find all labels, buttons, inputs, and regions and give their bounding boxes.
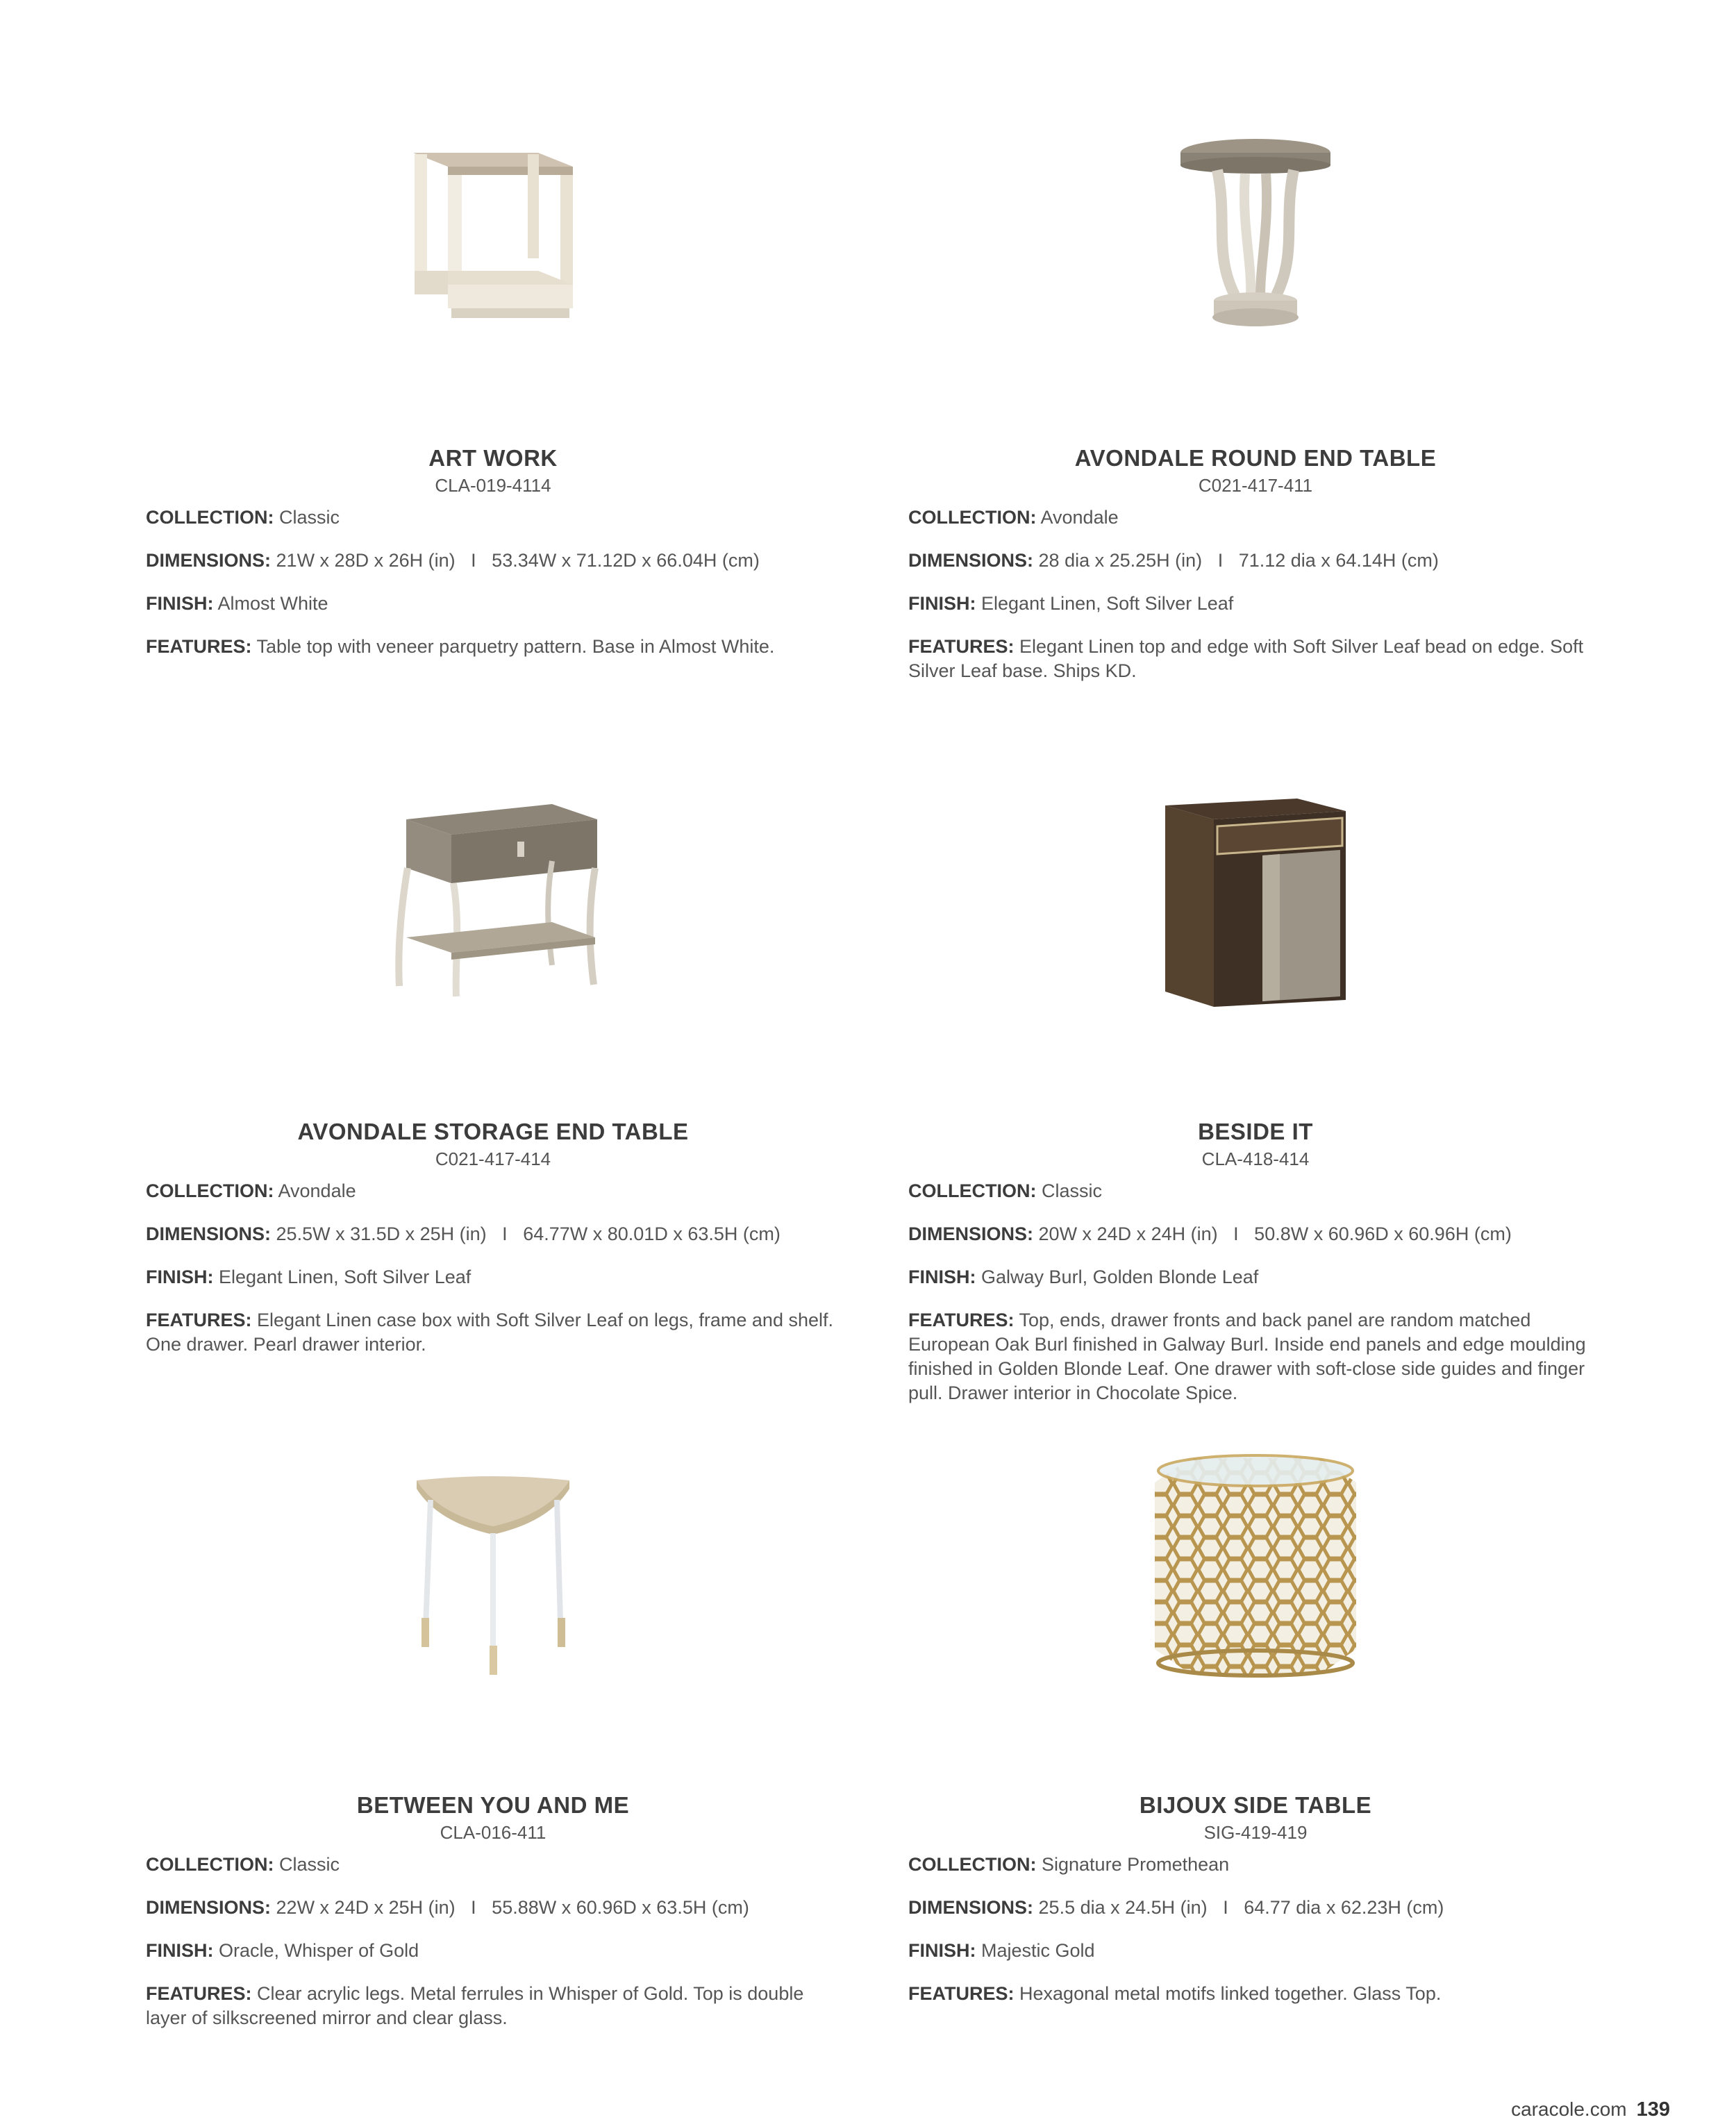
- finish-value: Oracle, Whisper of Gold: [219, 1940, 419, 1961]
- product-name: AVONDALE STORAGE END TABLE: [297, 1119, 689, 1144]
- product-sku: C021-417-411: [1198, 475, 1313, 496]
- dimensions-inches: 20W x 24D x 24H (in): [1038, 1223, 1218, 1244]
- dimensions-separator: I: [1217, 550, 1224, 571]
- dimensions-label: DIMENSIONS:: [908, 550, 1034, 571]
- features-label: FEATURES:: [146, 636, 252, 657]
- finish-row: [908, 1939, 1603, 1963]
- features-value: Elegant Linen case box with Soft Silver Leaf on legs, frame and shelf. One drawer. Pearl drawer interior.: [146, 1310, 834, 1355]
- product-avondale-round-end-table: [908, 97, 1603, 683]
- features-label: FEATURES:: [146, 1983, 252, 2004]
- features-value: Top, ends, drawer fronts and back panel are random matched European Oak Burl finished in Galway Burl. Inside end panels and edge moulding finished in Golden Blonde Leaf. One drawer with soft-close side guides and finger pull. Drawer interior in Chocolate Spice.: [908, 1310, 1586, 1403]
- product-between-you-and-me: [146, 1444, 840, 2030]
- product-name: ART WORK: [428, 445, 558, 471]
- dimensions-row: [908, 1896, 1603, 1920]
- dimensions-cm: 71.12 dia x 64.14H (cm): [1238, 550, 1439, 571]
- finish-row: [146, 1939, 840, 1963]
- features-label: FEATURES:: [908, 1310, 1015, 1330]
- product-photo: [146, 771, 840, 1007]
- collection-label: COLLECTION:: [908, 1180, 1037, 1201]
- features-value: Elegant Linen top and edge with Soft Silver Leaf bead on edge. Soft Silver Leaf base. Ships KD.: [908, 636, 1584, 681]
- finish-label: FINISH:: [908, 1267, 976, 1287]
- dimensions-row: [908, 549, 1603, 573]
- finish-label: FINISH:: [146, 593, 214, 614]
- collection-row: [908, 1853, 1603, 1877]
- dimensions-cm: 64.77 dia x 62.23H (cm): [1244, 1897, 1444, 1918]
- bijoux-side-table-image: [1148, 1451, 1363, 1680]
- collection-value: Classic: [1042, 1180, 1103, 1201]
- product-sku: SIG-419-419: [1203, 1822, 1308, 1843]
- product-beside-it: [908, 771, 1603, 1405]
- dimensions-cm: 53.34W x 71.12D x 66.04H (cm): [492, 550, 760, 571]
- collection-label: COLLECTION:: [146, 1854, 274, 1875]
- dimensions-cm: 55.88W x 60.96D x 63.5H (cm): [492, 1897, 749, 1918]
- features-row: [908, 1308, 1603, 1405]
- product-photo: [908, 1444, 1603, 1680]
- dimensions-cm: 64.77W x 80.01D x 63.5H (cm): [523, 1223, 781, 1244]
- product-name: BIJOUX SIDE TABLE: [1139, 1792, 1372, 1818]
- collection-value: Avondale: [278, 1180, 356, 1201]
- dimensions-separator: I: [471, 550, 476, 571]
- dimensions-label: DIMENSIONS:: [908, 1223, 1034, 1244]
- product-name: AVONDALE ROUND END TABLE: [1074, 445, 1437, 471]
- features-value: Hexagonal metal motifs linked together. Glass Top.: [1019, 1983, 1442, 2004]
- collection-row: [146, 1179, 840, 1203]
- finish-value: Elegant Linen, Soft Silver Leaf: [981, 593, 1234, 614]
- page-number: 139: [1636, 2098, 1670, 2121]
- dimensions-inches: 28 dia x 25.25H (in): [1038, 550, 1203, 571]
- features-label: FEATURES:: [908, 636, 1015, 657]
- collection-label: COLLECTION:: [908, 1854, 1037, 1875]
- product-avondale-storage-end-table: [146, 771, 840, 1357]
- features-row: [146, 1308, 840, 1357]
- product-photo: [908, 97, 1603, 333]
- product-sku: CLA-019-4114: [435, 475, 551, 496]
- collection-label: COLLECTION:: [146, 1180, 274, 1201]
- dimensions-inches: 25.5 dia x 24.5H (in): [1038, 1897, 1208, 1918]
- dimensions-separator: I: [471, 1897, 476, 1918]
- collection-value: Classic: [279, 1854, 340, 1875]
- collection-row: [908, 506, 1603, 530]
- collection-value: Classic: [279, 507, 340, 528]
- collection-row: [146, 506, 840, 530]
- features-row: [908, 1982, 1603, 2006]
- dimensions-inches: 21W x 28D x 26H (in): [276, 550, 456, 571]
- product-art-work: [146, 97, 840, 659]
- finish-row: [146, 592, 840, 616]
- dimensions-cm: 50.8W x 60.96D x 60.96H (cm): [1254, 1223, 1512, 1244]
- features-value: Table top with veneer parquetry pattern. Base in Almost White.: [256, 636, 775, 657]
- product-name: BETWEEN YOU AND ME: [356, 1792, 630, 1818]
- finish-label: FINISH:: [146, 1940, 214, 1961]
- product-bijoux-side-table: [908, 1444, 1603, 2006]
- dimensions-separator: I: [1233, 1223, 1239, 1244]
- dimensions-row: [146, 1222, 840, 1246]
- features-label: FEATURES:: [146, 1310, 252, 1330]
- finish-value: Almost White: [217, 593, 328, 614]
- collection-value: Avondale: [1040, 507, 1119, 528]
- dimensions-label: DIMENSIONS:: [908, 1897, 1034, 1918]
- features-row: [146, 635, 840, 659]
- features-value: Clear acrylic legs. Metal ferrules in Whisper of Gold. Top is double layer of silkscreened mirror and clear glass.: [146, 1983, 804, 2028]
- finish-label: FINISH:: [908, 1940, 976, 1961]
- finish-row: [908, 592, 1603, 616]
- footer-site: caracole.com: [1511, 2098, 1627, 2120]
- finish-row: [908, 1265, 1603, 1289]
- dimensions-separator: I: [1223, 1897, 1228, 1918]
- finish-label: FINISH:: [146, 1267, 214, 1287]
- finish-label: FINISH:: [908, 593, 976, 614]
- features-row: [146, 1982, 840, 2030]
- collection-value: Signature Promethean: [1042, 1854, 1230, 1875]
- collection-row: [908, 1179, 1603, 1203]
- beside-it-table-image: [1158, 799, 1353, 1007]
- finish-value: Galway Burl, Golden Blonde Leaf: [981, 1267, 1259, 1287]
- features-label: FEATURES:: [908, 1983, 1015, 2004]
- features-row: [908, 635, 1603, 683]
- finish-value: Elegant Linen, Soft Silver Leaf: [219, 1267, 471, 1287]
- avondale-round-table-image: [1176, 135, 1335, 333]
- product-photo: [146, 97, 840, 333]
- dimensions-inches: 22W x 24D x 25H (in): [276, 1897, 456, 1918]
- collection-row: [146, 1853, 840, 1877]
- dimensions-label: DIMENSIONS:: [146, 1897, 272, 1918]
- dimensions-row: [908, 1222, 1603, 1246]
- product-name: BESIDE IT: [1198, 1119, 1313, 1144]
- dimensions-label: DIMENSIONS:: [146, 550, 272, 571]
- collection-label: COLLECTION:: [146, 507, 274, 528]
- product-photo: [908, 771, 1603, 1007]
- dimensions-separator: I: [502, 1223, 508, 1244]
- product-sku: C021-417-414: [435, 1148, 551, 1169]
- art-work-table-image: [399, 146, 587, 333]
- product-sku: CLA-418-414: [1201, 1148, 1310, 1169]
- collection-label: COLLECTION:: [908, 507, 1037, 528]
- dimensions-row: [146, 549, 840, 573]
- product-sku: CLA-016-411: [440, 1822, 546, 1843]
- page-footer: [1511, 2098, 1670, 2121]
- finish-row: [146, 1265, 840, 1289]
- between-you-and-me-table-image: [410, 1472, 576, 1680]
- dimensions-label: DIMENSIONS:: [146, 1223, 272, 1244]
- product-photo: [146, 1444, 840, 1680]
- dimensions-inches: 25.5W x 31.5D x 25H (in): [276, 1223, 487, 1244]
- finish-value: Majestic Gold: [981, 1940, 1095, 1961]
- avondale-storage-table-image: [378, 799, 608, 1007]
- dimensions-row: [146, 1896, 840, 1920]
